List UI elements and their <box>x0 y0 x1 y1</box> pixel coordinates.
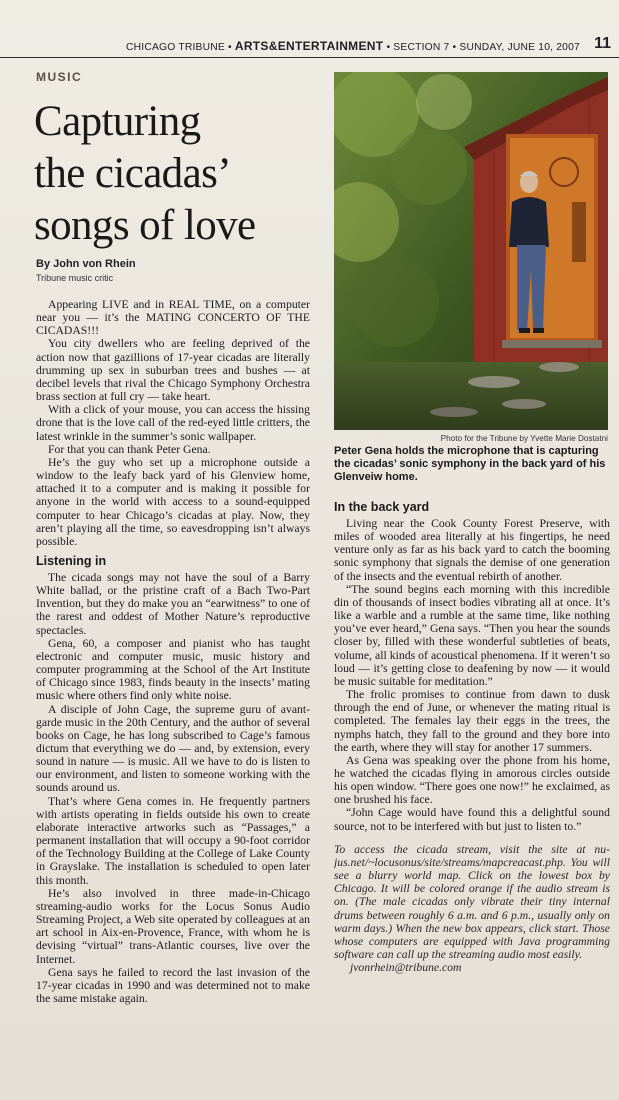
masthead-paper: CHICAGO TRIBUNE • <box>126 42 232 53</box>
photo-caption: Peter Gena holds the microphone that is capturing the cicadas’ sonic symphony in the back yard of his Glenveiw home. <box>334 445 606 483</box>
headline-line: songs of love <box>34 202 256 249</box>
photo-credit: Photo for the Tribune by Yvette Marie Dostatni <box>440 434 608 443</box>
paragraph: “John Cage would have found this a delightful sound source, not to be interfered with but just to listen to.” <box>334 806 610 833</box>
paragraph: A disciple of John Cage, the supreme guru of avant-garde music in the 20th Century, and the author of several books on Cage, he has long subscribed to Cage’s famous dictum that everything we do — and, by extension, every sound in nature — is music. All we have to do is listen to our environment, and listen to someone working with the sounds around us. <box>36 702 310 795</box>
page-number: 11 <box>594 35 611 52</box>
paragraph: Gena says he failed to record the last invasion of the 17-year cicadas in 1990 and was determined not to make the same mistake again. <box>36 965 310 1005</box>
paragraph: The cicada songs may not have the soul of a Barry White ballad, or the pristine craft of a Bach Two-Part Invention, but they do make you an “earwitness” to one of the rarest and oddest of Mother Nature’s reproductive spectacles. <box>36 570 310 637</box>
headline <box>34 96 334 252</box>
paragraph: He’s also involved in three made-in-Chicago streaming-audio works for the Locus Sonus Audio Streaming Project, a Web site operated by colleagues at an art school in Aix-en-Provence, France, with whom he is devising “virtual” trans-Atlantic courses, live over the Internet. <box>36 886 310 966</box>
paragraph: With a click of your mouse, you can access the hissing drone that is the love call of the red-eyed little critters, the latest wrinkle in the summer’s sonic wallpaper. <box>36 403 310 443</box>
photo-illustration <box>334 72 608 430</box>
article-photo <box>334 72 608 430</box>
masthead-line <box>126 39 580 53</box>
masthead <box>0 33 619 58</box>
subhead-back-yard: In the back yard <box>334 500 430 514</box>
stream-access-note: To access the cicada stream, visit the site at nu-jus.net/~locusonus/site/streams/mapcreacast.php. You will see a blurry world map. Click on the lowest box by Chicago. It will be colored orange if the audio stream is on. (The male cicadas only vibrate their tiny internal drums between roughly 6 a.m. and 6 p.m., usually only on warm days.) When the new box appears, click start. Those whose computers are equipped with Java programming software can call up the streaming audio most easily. <box>334 842 610 961</box>
byline-role: Tribune music critic <box>36 273 114 283</box>
paragraph: The frolic promises to continue from dawn to dusk through the end of June, or whenever the mating ritual is completed. The females lay their eggs in the trees, the nymphs hatch, they fall to the ground and they bore into the earth, where they will stay for another 17 summers. <box>334 688 610 754</box>
paragraph: He’s the guy who set up a microphone outside a window to the leafy back yard of his Glenview home, attached it to a computer and is making it possible for anyone in the world with access to a sound-equipped computer to hear Chicago’s cicadas at play. Now, they aren’t playing all the time, so eavesdropping isn’t always possible. <box>36 455 310 548</box>
paragraph: Living near the Cook County Forest Preserve, with miles of wooded area literally at his fingertips, he need venture only as far as his back yard to catch the booming sonic symphony that signals the demise of one generation of the insects and the eventual rebirth of another. <box>334 517 610 583</box>
subhead-listening-in: Listening in <box>36 553 107 568</box>
paragraph: Gena, 60, a composer and pianist who has taught electronic and computer music, music history and computer programming at the School of the Art Institute of Chicago since 1983, finds beauty in the insects’ mating music where others find only white noise. <box>36 636 310 703</box>
paragraph: That’s where Gena comes in. He frequently partners with artists operating in fields outside his own to create elaborate interactive artworks such as “Passages,” a permanent installation that will occupy a 90-foot corridor of the Technology Building at the College of Lake County in Grayslake. The installation is scheduled to open later this month. <box>36 794 310 887</box>
paragraph: Appearing LIVE and in REAL TIME, on a computer near you — it’s the MATING CONCERTO OF THE CICADAS!!! <box>36 298 310 338</box>
section-kicker: MUSIC <box>36 70 83 84</box>
author-email: jvonrhein@tribune.com <box>350 961 462 975</box>
paragraph: For that you can thank Peter Gena. <box>48 442 211 456</box>
article-column-1 <box>36 298 310 1088</box>
byline: By John von Rhein <box>36 258 136 270</box>
masthead-section: ARTS&ENTERTAINMENT <box>234 39 384 53</box>
paragraph: As Gena was speaking over the phone from his home, he watched the cicadas flying in amorous circles outside his open window. “There goes one now!” he exclaimed, as one brushed his face. <box>334 753 610 807</box>
paragraph: You city dwellers who are feeling deprived of the action now that gazillions of 17-year cicadas are literally drumming up sex in suburban trees and bushes — at decibel levels that rival the Chicago Symphony Orchestra brass section at full cry — take heart. <box>36 337 310 404</box>
article-column-2 <box>334 500 610 1090</box>
paragraph: “The sound begins each morning with this incredible din of thousands of insect bodies vibrating all at once. It’s like a warble and a rumble at the same time, like nothing you’ve ever heard,” Gena says. “Then you hear the sounds closer by, filled with these wonderful subtleties of beats, volume, all kinds of acoustical phenomena. If it weren’t so loud — it’s getting close to deafening by now — it would be music suitable for meditation.” <box>334 582 610 688</box>
headline-line: Capturing <box>34 98 201 145</box>
headline-line: the cicadas’ <box>34 150 231 197</box>
masthead-date: • SECTION 7 • SUNDAY, JUNE 10, 2007 <box>386 42 580 53</box>
